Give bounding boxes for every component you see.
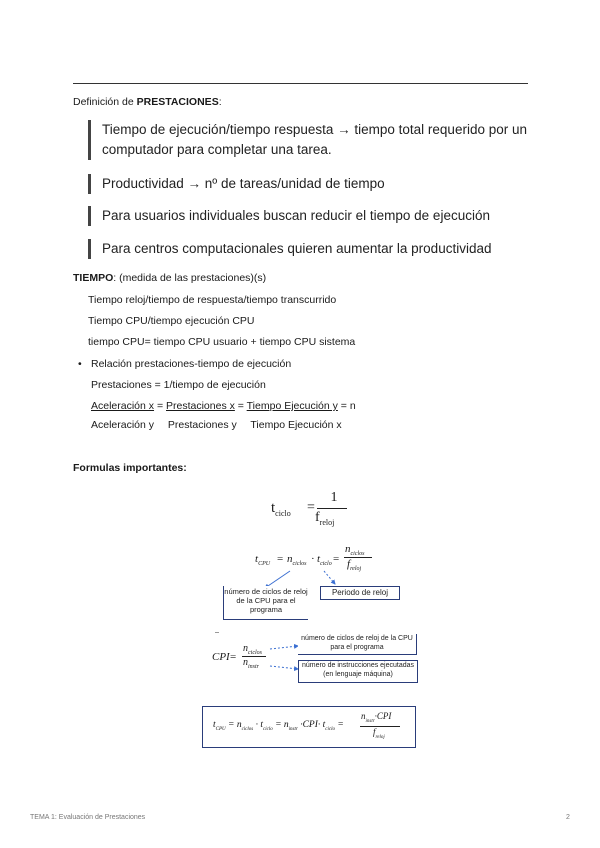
quote-3: [88, 206, 528, 226]
quote-4: [88, 239, 528, 259]
prestaciones-line: Prestaciones = 1/tiempo de ejecución: [91, 379, 266, 391]
definicion-heading: [73, 96, 222, 108]
tiempo-line-3: tiempo CPU= tiempo CPU usuario + tiempo CPU sistema: [88, 336, 356, 348]
tcpu-tciclo: $t_{ciclo}$: [317, 553, 332, 568]
arrow-to-instr: [270, 666, 298, 669]
tcpu-frac-num: $n_{ciclos}$: [345, 543, 365, 558]
quote-1: [88, 120, 528, 160]
definicion-bold: PRESTACIONES: [136, 96, 219, 108]
definicion-suffix: :: [218, 96, 222, 108]
quote-text: Para centros computacionales quieren aumentar la productividad: [102, 241, 492, 256]
final-formula: $t_{CPU} = n_{ciclos} \cdot t_{ciclo} = n_{instr} \cdot CPI\cdot t_{ciclo}$ =: [213, 720, 344, 732]
tcpu-frac-den: $f_{reloj}$: [347, 558, 362, 573]
quote-text: Productividad → nº de tareas/unidad de tiempo: [102, 176, 385, 191]
tcpu-eq2: =: [333, 553, 340, 565]
tiempo-rest: : (medida de las prestaciones)(s): [113, 272, 267, 284]
tiempo-bold: TIEMPO: [73, 272, 114, 284]
page-number: 2: [566, 814, 570, 821]
quote-text: Para usuarios individuales buscan reducir el tiempo de ejecución: [102, 208, 490, 223]
denominators-line: [91, 419, 342, 431]
tcpu-nciclos: $n_{ciclos}$: [287, 553, 307, 568]
final-formula-box: [202, 706, 416, 748]
cpi-left: CPI: [212, 651, 230, 663]
quote-bar: [88, 120, 91, 160]
tciclo-den: $f_{reloj}$: [315, 510, 335, 527]
quote-text: Tiempo de ejecución/tiempo respuesta → tiempo total requerido por un computador para completar una tarea.: [102, 122, 527, 157]
eq-n: = n: [337, 400, 356, 412]
tcpu-dot: ·: [311, 553, 315, 565]
tcpu-eq1: =: [277, 553, 284, 565]
tciclo-num: 1: [330, 490, 338, 505]
acel-y: Aceleración y: [91, 419, 155, 431]
top-rule: [73, 83, 528, 84]
tiempo-y: Tiempo Ejecución y: [246, 400, 338, 412]
box-num-instrucciones: número de instrucciones ejecutadas (en lenguaje máquina): [298, 660, 418, 683]
box-num-ciclos: número de ciclos de reloj de la CPU para el programa: [223, 586, 308, 620]
footer-title: TEMA 1: Evaluación de Prestaciones: [30, 814, 146, 821]
tciclo-eq: =: [307, 500, 315, 515]
box-periodo-reloj: Periodo de reloj: [320, 586, 400, 600]
cpi-den: $n_{instr}$: [243, 657, 260, 670]
quote-bar: [88, 239, 91, 259]
tiempo-line-1: Tiempo reloj/tiempo de respuesta/tiempo transcurrido: [88, 294, 337, 306]
arrow-to-ciclos2: [270, 646, 298, 649]
final-frac-num: $n_{instr}\cdot CPI$: [361, 711, 392, 724]
relacion-bullet: [78, 358, 291, 370]
tciclo-left: $t_{ciclo}$: [271, 500, 291, 518]
tiempo-x: Tiempo Ejecución x: [250, 419, 342, 431]
quote-bar: [88, 174, 91, 194]
tcpu-left: $t_{CPU}$: [255, 553, 271, 568]
quote-2: [88, 174, 528, 194]
eq-sign: =: [234, 400, 247, 412]
formula-tciclo: [271, 490, 371, 526]
box-num-ciclos-2: número de ciclos de reloj de la CPU para el programa: [298, 634, 417, 655]
final-frac-den: $f_{reloj}$: [373, 727, 385, 740]
relacion-bullet-text: Relación prestaciones-tiempo de ejecución: [91, 358, 292, 370]
fraction-line: [317, 508, 347, 509]
tiempo-line-2: Tiempo CPU/tiempo ejecución CPU: [88, 315, 255, 327]
eq-sign: =: [154, 400, 166, 412]
tick-mark: [215, 632, 219, 633]
bullet-dot: •: [78, 358, 82, 370]
arrow-to-periodo: [324, 571, 335, 584]
tiempo-heading: [73, 272, 266, 284]
acel-x: Aceleración x: [91, 400, 155, 412]
cpi-num: $n_{ciclos}$: [243, 643, 262, 656]
prest-y: Prestaciones y: [167, 419, 237, 431]
aceleracion-line: [91, 400, 356, 412]
formulas-heading: Formulas importantes:: [73, 462, 187, 474]
prest-x: Prestaciones x: [166, 400, 235, 412]
cpi-eq: =: [230, 651, 237, 663]
quote-bar: [88, 206, 91, 226]
definicion-prefix: Definición de: [73, 96, 137, 108]
